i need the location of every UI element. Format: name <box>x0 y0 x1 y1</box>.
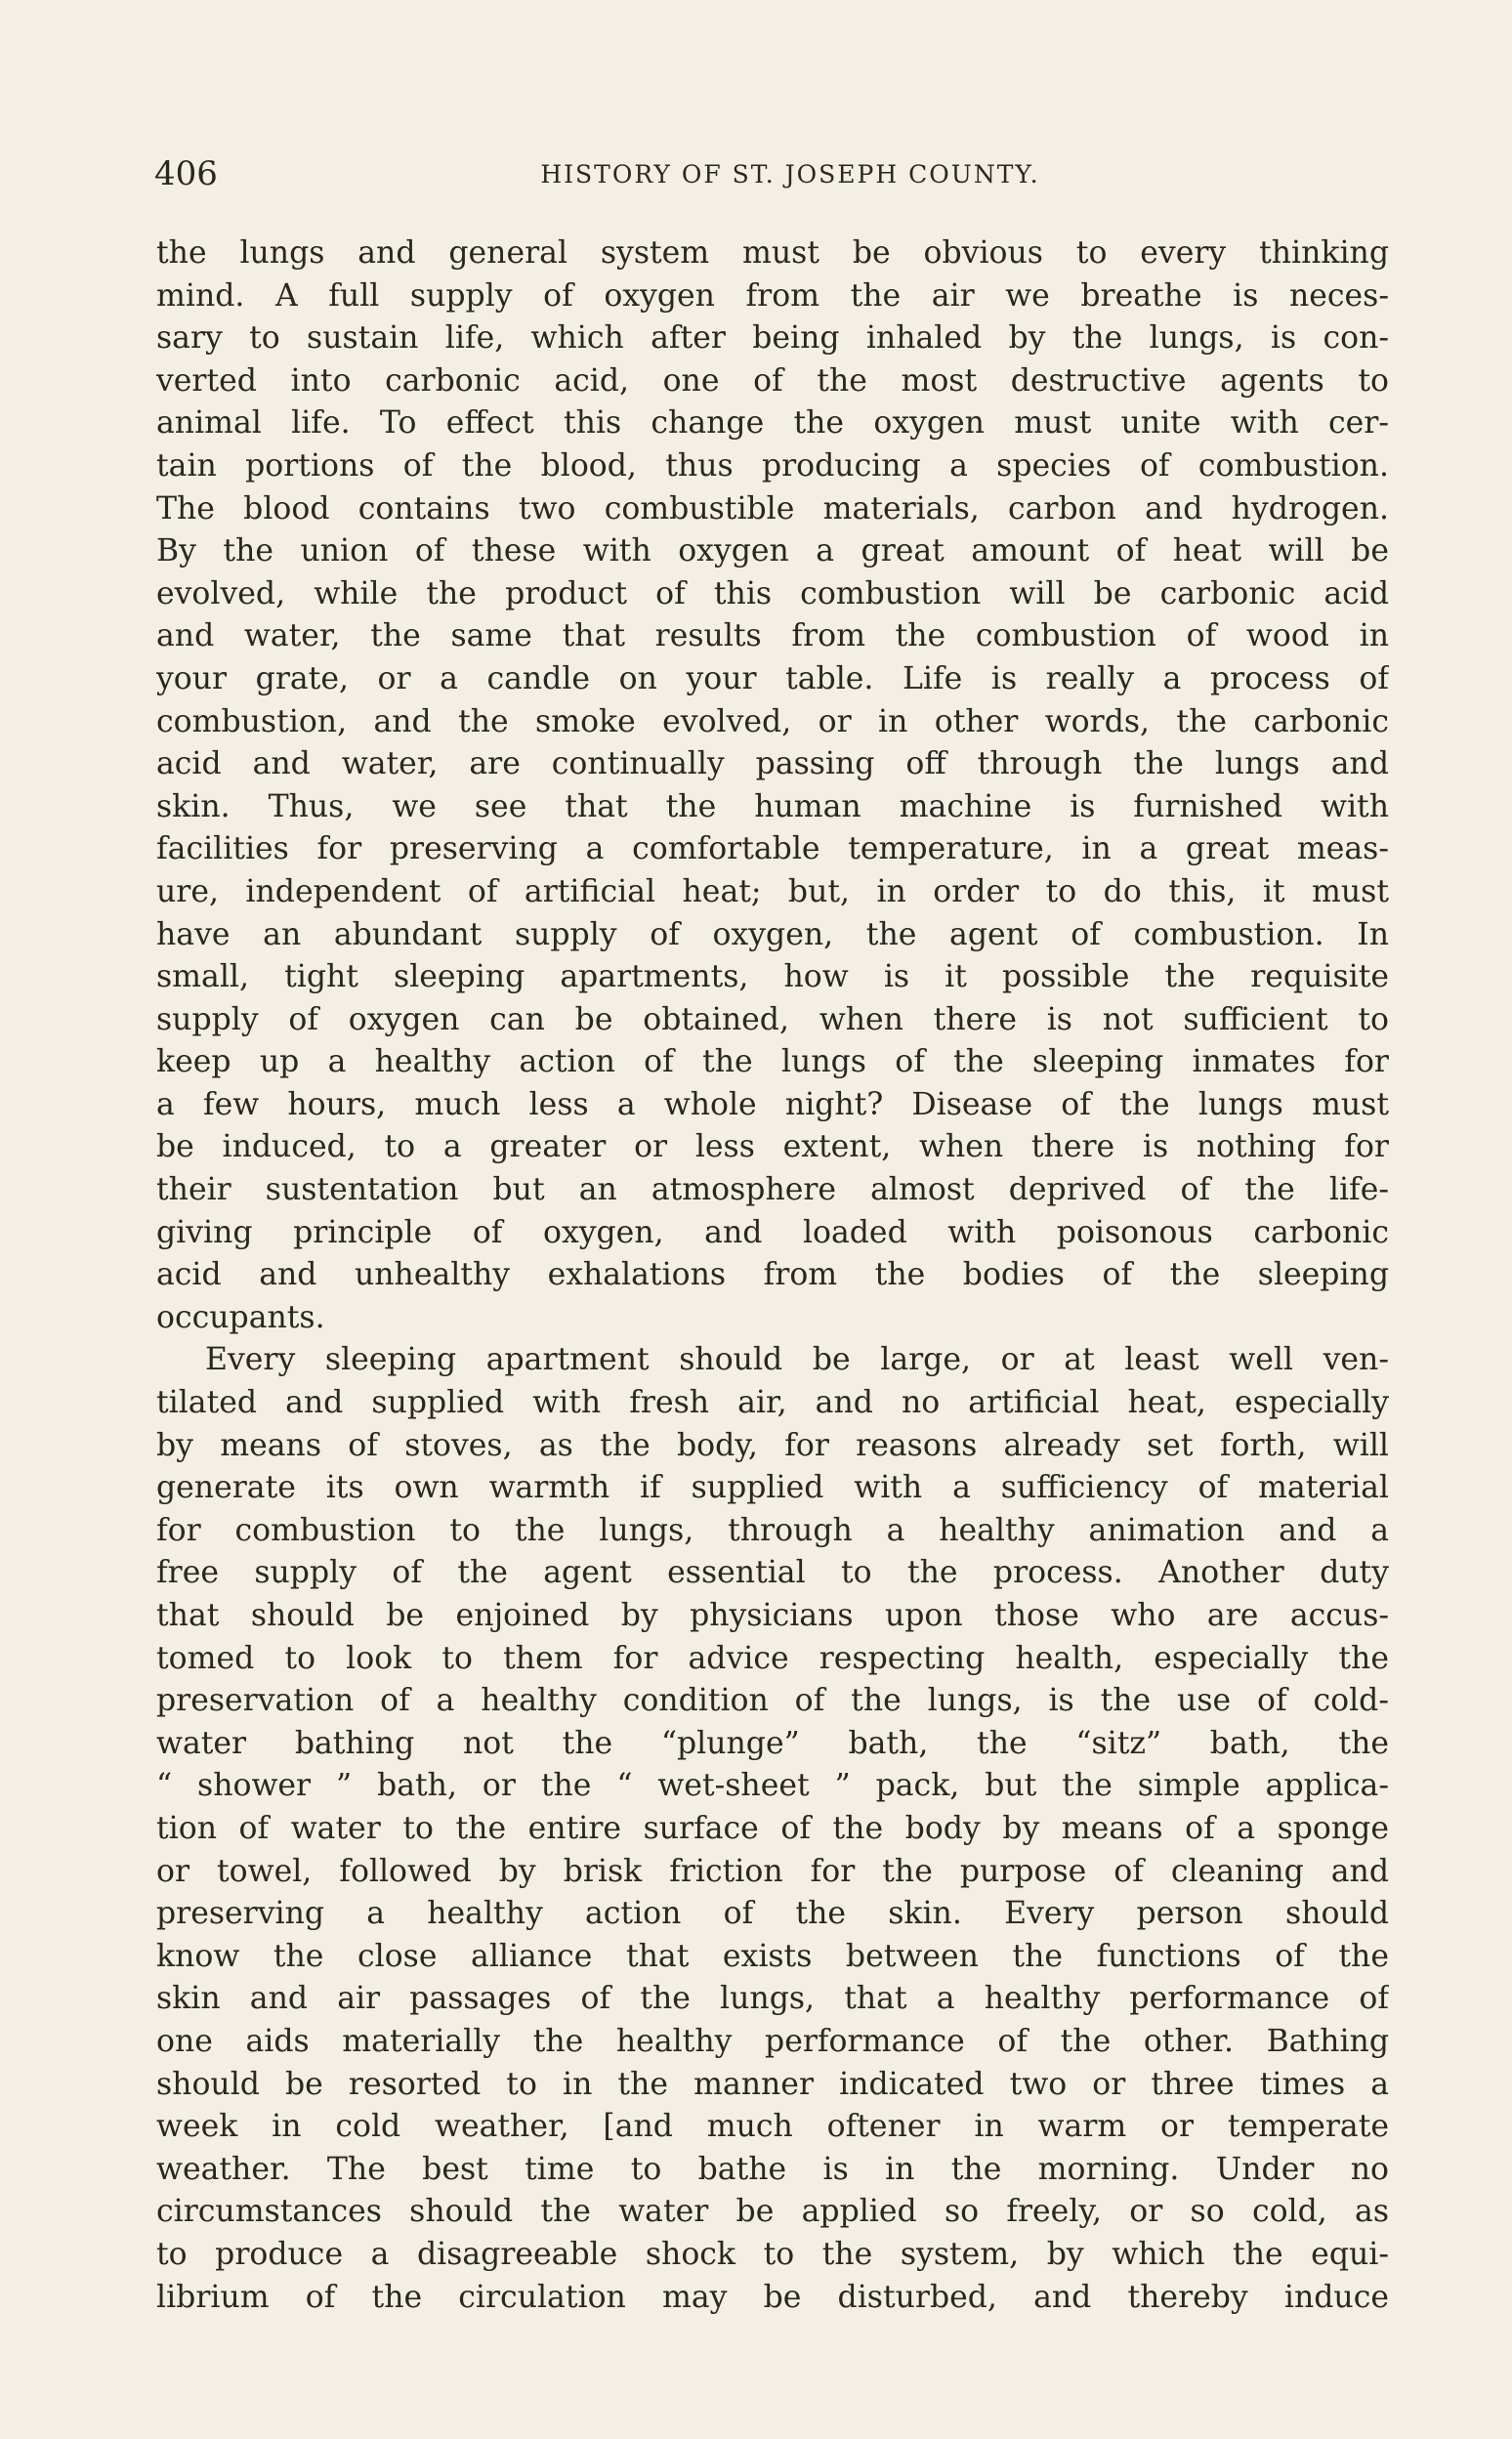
text-line: be induced, to a greater or less extent, when there is nothing for <box>156 1129 1389 1165</box>
text-line: generate its own warmth if supplied with a sufficiency of material <box>156 1470 1389 1506</box>
text-line: The blood contains two combustible materials, carbon and hydrogen. <box>156 490 1389 526</box>
text-line: for combustion to the lungs, through a healthy animation and a <box>156 1512 1389 1548</box>
text-line: mind. A full supply of oxygen from the air we breathe is neces- <box>156 277 1389 314</box>
text-line: the lungs and general system must be obvious to every thinking <box>156 235 1389 271</box>
text-line: “ shower ” bath, or the “ wet-sheet ” pack, but the simple applica- <box>156 1768 1389 1804</box>
text-line: tion of water to the entire surface of the body by means of a sponge <box>156 1810 1389 1846</box>
text-line: Every sleeping apartment should be large, or at least well ven- <box>205 1342 1389 1378</box>
text-line: combustion, and the smoke evolved, or in other words, the carbonic <box>156 703 1389 739</box>
text-line: a few hours, much less a whole night? Disease of the lungs must <box>156 1086 1389 1122</box>
text-line: your grate, or a candle on your table. Life is really a process of <box>156 660 1389 696</box>
running-title: HISTORY OF ST. JOSEPH COUNTY. <box>540 160 1040 189</box>
text-line: By the union of these with oxygen a great amount of heat will be <box>156 533 1389 569</box>
text-line: sary to sustain life, which after being inhaled by the lungs, is con- <box>156 320 1389 357</box>
text-line: one aids materially the healthy performance of the other. Bathing <box>156 2023 1389 2059</box>
text-line: keep up a healthy action of the lungs of the sleeping inmates for <box>156 1044 1389 1080</box>
text-line: skin and air passages of the lungs, that a healthy performance of <box>156 1981 1389 2017</box>
text-line: or towel, followed by brisk friction for the purpose of cleaning and <box>156 1853 1389 1889</box>
text-line: tain portions of the blood, thus producing a species of combustion. <box>156 447 1389 484</box>
text-line: know the close alliance that exists between the functions of the <box>156 1938 1389 1974</box>
page-number: 406 <box>154 154 218 193</box>
text-line: circumstances should the water be applied so freely, or so cold, as <box>156 2194 1389 2230</box>
text-line: that should be enjoined by physicians upon those who are accus- <box>156 1598 1389 1633</box>
text-line: water bathing not the “plunge” bath, the “sitz” bath, the <box>156 1725 1389 1761</box>
page-header <box>154 154 1387 193</box>
text-line: verted into carbonic acid, one of the most destructive agents to <box>156 362 1389 399</box>
text-line: librium of the circulation may be disturbed, and thereby induce <box>156 2279 1389 2315</box>
text-line: skin. Thus, we see that the human machine is furnished with <box>156 788 1389 824</box>
text-line: weather. The best time to bathe is in the morning. Under no <box>156 2151 1389 2187</box>
text-line: occupants. <box>156 1299 325 1335</box>
text-line: tilated and supplied with fresh air, and no artificial heat, especially <box>156 1385 1389 1421</box>
text-line: tomed to look to them for advice respecting health, especially the <box>156 1640 1389 1676</box>
text-line: acid and water, are continually passing off through the lungs and <box>156 746 1389 782</box>
text-line: evolved, while the product of this combustion will be carbonic acid <box>156 575 1389 611</box>
text-line: their sustentation but an atmosphere almost deprived of the life- <box>156 1172 1389 1208</box>
text-line: giving principle of oxygen, and loaded with poisonous carbonic <box>156 1214 1389 1250</box>
text-line: to produce a disagreeable shock to the system, by which the equi- <box>156 2236 1389 2272</box>
body-text <box>156 232 1389 2319</box>
text-line: and water, the same that results from the combustion of wood in <box>156 618 1389 654</box>
text-line: should be resorted to in the manner indicated two or three times a <box>156 2066 1389 2102</box>
text-line: facilities for preserving a comfortable temperature, in a great meas- <box>156 831 1389 867</box>
text-line: preserving a healthy action of the skin. Every person should <box>156 1896 1389 1932</box>
text-line: ure, independent of artificial heat; but, in order to do this, it must <box>156 873 1389 909</box>
text-line: animal life. To effect this change the oxygen must unite with cer- <box>156 405 1389 442</box>
text-line: week in cold weather, [and much oftener in warm or temperate <box>156 2109 1389 2145</box>
text-line: supply of oxygen can be obtained, when there is not sufficient to <box>156 1001 1389 1037</box>
text-line: small, tight sleeping apartments, how is it possible the requisite <box>156 959 1389 995</box>
text-line: free supply of the agent essential to the process. Another duty <box>156 1555 1389 1591</box>
text-line: have an abundant supply of oxygen, the agent of combustion. In <box>156 916 1389 952</box>
text-line: preservation of a healthy condition of the lungs, is the use of cold- <box>156 1683 1389 1719</box>
text-line: acid and unhealthy exhalations from the bodies of the sleeping <box>156 1257 1389 1293</box>
text-line: by means of stoves, as the body, for reasons already set forth, will <box>156 1427 1389 1463</box>
